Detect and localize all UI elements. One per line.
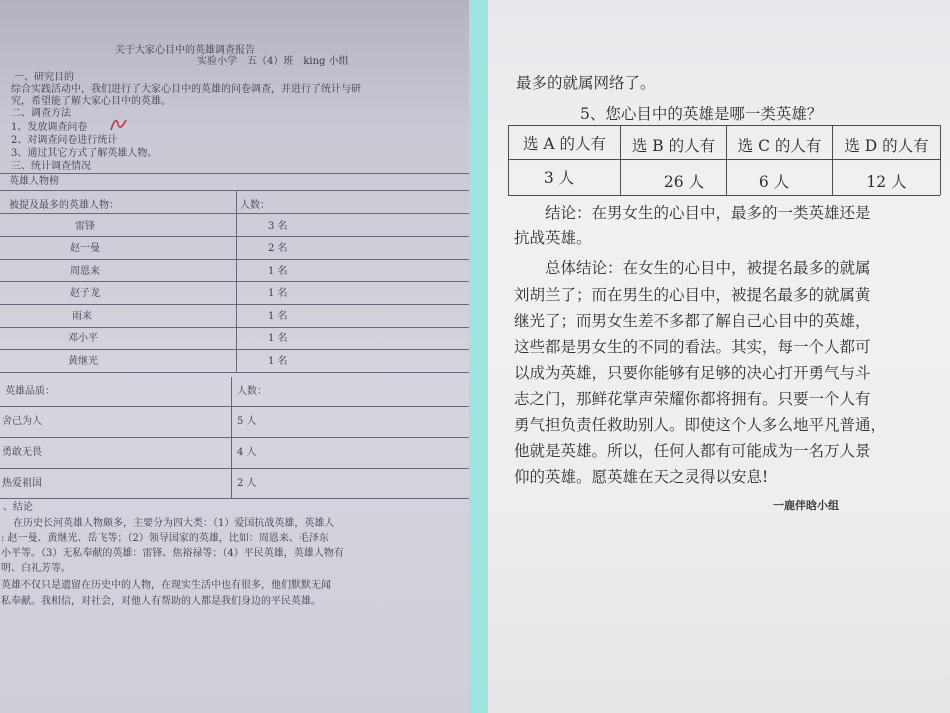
- choice-a-value: 3 人: [543, 169, 575, 187]
- quality-count: 2 人: [237, 478, 257, 489]
- heroes-header-name: 被提及最多的英雄人物：: [9, 200, 119, 211]
- body-line: 1、发放调查问卷: [11, 122, 88, 133]
- body-line: 综合实践活动中，我们进行了大家心目中的英雄的问卷调查，并进行了统计与研: [11, 84, 361, 95]
- hero-name: 黄继光: [68, 356, 98, 367]
- quality-count: 4 人: [237, 447, 257, 458]
- group-signature: 一鹿伴晗小组: [773, 499, 839, 512]
- pen-mark-icon: [108, 116, 130, 134]
- paragraph-line: 结论：在男女生的心目中，最多的一类英雄还是: [514, 204, 871, 222]
- conclusion-line: 英雄不仅只是遗留在历史中的人物，在现实生活中也有很多，他们默默无闻: [1, 580, 331, 591]
- hero-count: 3 名: [268, 221, 288, 232]
- top-line: 最多的就属网络了。: [516, 74, 656, 92]
- conclusion-line: 私奉献。我相信，对社会，对他人有帮助的人都是我们身边的平民英雄。: [1, 596, 321, 607]
- quality-name: 勇敢无畏: [2, 447, 42, 458]
- hero-name: 雷锋: [75, 221, 95, 232]
- hero-name: 邓小平: [68, 333, 98, 344]
- quality-name: 舍己为人: [2, 416, 42, 427]
- heroes-header-count: 人数：: [240, 200, 270, 211]
- paragraph-line: 总体结论：在女生的心目中，被提名最多的就属: [514, 259, 871, 277]
- hero-count: 1 名: [268, 266, 288, 277]
- paragraph-line: 刘胡兰了；而在男生的心目中，被提名最多的就属黄: [514, 286, 871, 304]
- choice-b-header: 选 B 的人有: [631, 137, 716, 155]
- choice-c-header: 选 C 的人有: [737, 137, 822, 155]
- conclusion-heading: 、结论: [3, 502, 33, 513]
- hero-count: 2 名: [268, 243, 288, 254]
- report-title: 关于大家心目中的英雄调查报告: [115, 45, 255, 56]
- paragraph-line: 仰的英雄。愿英雄在天之灵得以安息!: [514, 468, 769, 486]
- conclusion-line: : 赵一曼、黄继光、岳飞等；（2）领导国家的英雄，比如：周恩来、毛泽东: [1, 533, 329, 544]
- section-heading: 二、调查方法: [11, 108, 71, 119]
- hero-count: 1 名: [268, 333, 288, 344]
- paragraph-line: 他就是英雄。所以，任何人都有可能成为一名万人景: [514, 442, 871, 460]
- quality-name: 热爱祖国: [2, 478, 42, 489]
- section-heading: 三、统计调查情况: [11, 161, 91, 172]
- hero-name: 周恩来: [70, 266, 100, 277]
- choice-a-header: 选 A 的人有: [522, 135, 607, 153]
- choice-d-header: 选 D 的人有: [844, 137, 929, 155]
- hero-count: 1 名: [268, 311, 288, 322]
- conclusion-line: 在历史长河英雄人物颇多，主要分为四大类：（1）爱国抗战英雄，英雄人: [3, 518, 335, 529]
- paragraph-line: 以成为英雄，只要你能够有足够的决心打开勇气与斗: [514, 364, 871, 382]
- section-heading: 一、研究目的: [14, 72, 74, 83]
- hero-name: 赵子龙: [70, 288, 100, 299]
- paragraph-line: 这些都是男女生的不同的看法。其实，每一个人都可: [514, 338, 871, 356]
- hero-name: 雨来: [72, 311, 92, 322]
- conclusion-line: 明、白礼芳等。: [1, 563, 71, 574]
- conclusion-line: 小平等。（3）无私奉献的英雄：雷锋、焦裕禄等；（4）平民英雄，英雄人物有: [1, 548, 344, 559]
- paragraph-line: 继光了；而男女生差不多都了解自己心目中的英雄，: [514, 312, 871, 330]
- choice-b-value: 26 人: [663, 173, 705, 191]
- table-caption: 英雄人物榜: [9, 176, 59, 187]
- left-document-photo: [0, 0, 469, 713]
- paragraph-line: 勇气担负责任救助别人。即使这个人多么地平凡普通，: [514, 416, 887, 434]
- hero-count: 1 名: [268, 288, 288, 299]
- quality-header-count: 人数：: [237, 386, 267, 397]
- body-line: 2、对调查问卷进行统计: [11, 135, 118, 146]
- body-line: 究，希望能了解大家心目中的英雄。: [11, 96, 171, 107]
- report-subtitle: 实验小学 五（4）班 king 小组: [197, 56, 349, 67]
- hero-count: 1 名: [268, 356, 288, 367]
- paragraph-line: 志之门，那鲜花掌声荣耀你都将拥有。只要一个人有: [514, 390, 871, 408]
- choice-d-value: 12 人: [866, 173, 907, 191]
- paragraph-line: 抗战英雄。: [514, 229, 592, 247]
- choice-c-value: 6 人: [758, 173, 790, 191]
- question-5: 5、您心目中的英雄是哪一类英雄？: [580, 105, 823, 123]
- quality-header-name: 英雄品质：: [5, 386, 55, 397]
- body-line: 3、通过其它方式了解英雄人物。: [11, 148, 158, 159]
- hero-name: 赵一曼: [70, 243, 100, 254]
- quality-count: 5 人: [237, 416, 257, 427]
